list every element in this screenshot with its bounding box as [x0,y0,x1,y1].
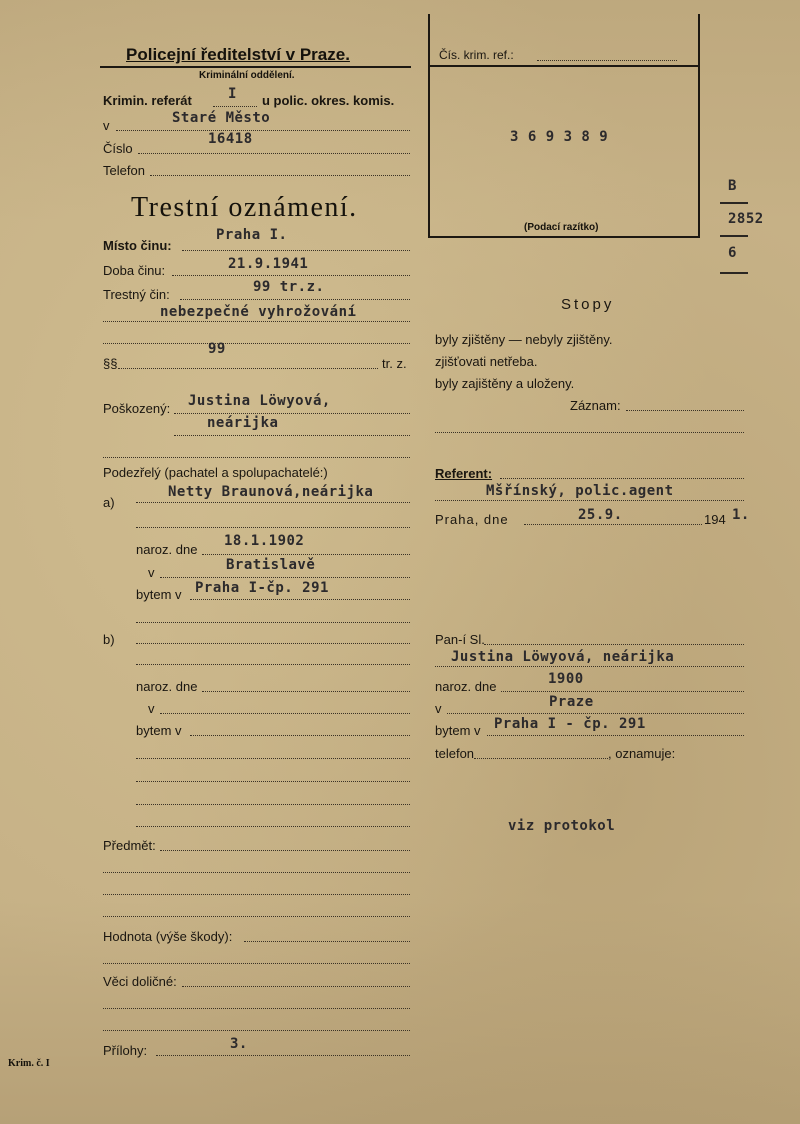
misto-label: Místo činu: [103,238,172,253]
ref-box-right-border [698,14,700,238]
reporter-naroz: 1900 [548,671,584,687]
prilohy-line [156,1055,410,1056]
trestny-desc-line [103,321,410,322]
reporter-naroz-label: naroz. dne [435,679,497,694]
suspect-a-blank-line [136,622,410,623]
suspect-b-v-line [160,713,410,714]
misto-line [182,250,410,251]
district-line [116,130,410,131]
referent-label: Referent: [435,466,493,481]
referat-number: I [228,86,237,102]
referent-line-1 [500,478,744,479]
margin-rule-1 [720,202,748,204]
zaznam-line [626,410,744,411]
department-heading: Kriminální oddělení. [199,70,295,81]
trestny-label: Trestný čin: [103,287,170,302]
reporter-bytem-label: bytem v [435,723,481,738]
victim-label: Poškozený: [103,401,171,416]
veci-line-3 [103,1030,410,1031]
referent-line-2 [435,500,744,501]
suspect-b-blank-4 [136,826,410,827]
suspect-b-naroz-label: naroz. dne [136,679,198,694]
reporter-bytem-line [487,735,744,736]
suspect-b-blank-2 [136,781,410,782]
authority-heading: Policejní ředitelství v Praze. [126,45,350,64]
suspect-bytem: Praha I-čp. 291 [195,580,329,596]
veci-line-2 [103,1008,410,1009]
cislo-label: Číslo [103,141,133,156]
suspect-b-bytem-line [190,735,410,736]
suspect-a-line-2 [136,527,410,528]
stopy-title: Stopy [561,296,615,313]
doba-value: 21.9.1941 [228,256,309,272]
form-title: Trestní oznámení. [131,192,358,223]
suspect-b-v-label: v [148,701,155,716]
reporter-line-1 [484,644,744,645]
cislo-line [138,153,410,154]
reporter-note: viz protokol [508,818,616,834]
suspect-b-label: b) [103,632,115,647]
suspect-v-label: v [148,565,155,580]
veci-label: Věci doličné: [103,974,177,989]
form-code: Krim. č. I [8,1058,50,1069]
margin-sub: 6 [728,245,737,261]
cislo-value: 16418 [208,131,253,147]
stopy-line-1: byly zjištěny — nebyly zjištěny. [435,332,613,347]
suspect-place: Bratislavě [226,557,316,573]
doba-line [172,275,410,276]
trestny-value: 99 tr.z. [253,279,325,295]
stopy-line-3: byly zajištěny a uloženy. [435,376,575,391]
trestny-line [180,299,410,300]
reporter-name: Justina Löwyová, neárijka [451,649,675,665]
veci-line-1 [182,986,410,987]
referat-suffix: u polic. okres. komis. [262,93,395,108]
referent-year-prefix: 194 [704,512,726,527]
reporter-label: Pan-í Sl. [435,632,485,647]
victim-line-2 [174,435,410,436]
paragraf-label: §§ [103,356,118,371]
victim-name: Justina Löwyová, [188,393,331,409]
suspect-a-line-1 [136,502,410,503]
reporter-telefon-line [474,758,608,759]
suspect-naroz: 18.1.1902 [224,533,305,549]
predmet-line-2 [103,872,410,873]
margin-rule-2 [720,235,748,237]
ref-box-label-line [537,60,677,61]
stopy-blank-line [435,432,744,433]
margin-number: 2852 [728,211,764,227]
blank-line-1 [103,343,410,344]
doba-label: Doba činu: [103,263,166,278]
referent-praha-label: Praha, dne [435,512,509,527]
reporter-v-label: v [435,701,442,716]
referent-date-line [524,524,702,525]
suspect-heading: Podezřelý (pachatel a spolupachatelé:) [103,465,328,480]
telefon-label: Telefon [103,163,145,178]
suspect-a-name: Netty Braunová,neárijka [168,484,374,500]
reporter-place: Praze [549,694,594,710]
suspect-b-line-1 [136,643,410,644]
stamp-label: (Podací razítko) [524,222,599,233]
referent-date: 25.9. [578,507,623,523]
stopy-line-2: zjišťovati netřeba. [435,354,538,369]
trz-label: tr. z. [382,356,407,371]
ref-box-bottom-border [428,236,700,238]
ref-box-label: Čís. krim. ref.: [439,48,514,62]
telefon-line [150,175,410,176]
misto-value: Praha I. [216,227,288,243]
predmet-line-3 [103,894,410,895]
ref-box-top-rule [430,65,698,67]
hodnota-line-2 [103,963,410,964]
suspect-v-line [160,577,410,578]
hodnota-label: Hodnota (výše škody): [103,929,233,944]
reporter-naroz-line [501,691,744,692]
paragraf-value: 99 [208,341,226,357]
suspect-b-line-2 [136,664,410,665]
header-rule [100,66,411,68]
trestny-desc: nebezpečné vyhrožování [160,304,357,320]
district-v-label: v [103,118,110,133]
predmet-line-4 [103,916,410,917]
predmet-line-1 [160,850,410,851]
suspect-a-label: a) [103,495,115,510]
reporter-line-2 [435,666,744,667]
prilohy-label: Přílohy: [103,1043,148,1058]
suspect-b-blank-3 [136,804,410,805]
suspect-bytem-label: bytem v [136,587,182,602]
reporter-bytem: Praha I - čp. 291 [494,716,646,732]
margin-letter: B [728,178,737,194]
hodnota-line-1 [244,941,410,942]
paragraf-line [118,368,378,369]
zaznam-label: Záznam: [570,398,621,413]
referat-label: Krimin. referát [103,93,192,108]
suspect-b-naroz-line [202,691,410,692]
margin-rule-3 [720,272,748,274]
referat-number-line [213,106,257,107]
suspect-b-blank-1 [136,758,410,759]
victim-line2: neárijka [207,415,279,431]
suspect-bytem-line [190,599,410,600]
suspect-naroz-label: naroz. dne [136,542,198,557]
victim-line-1 [174,413,410,414]
predmet-label: Předmět: [103,838,156,853]
district-value: Staré Město [172,110,271,126]
reporter-oznamuje: , oznamuje: [608,746,676,761]
victim-line-3 [103,457,410,458]
center-divider [428,14,430,238]
suspect-naroz-line [202,554,410,555]
reporter-telefon-label: telefon [435,746,475,761]
reporter-v-line [447,713,744,714]
suspect-b-bytem-label: bytem v [136,723,182,738]
referent-name: Mšřínský, polic.agent [486,483,674,499]
prilohy-value: 3. [230,1036,248,1052]
ref-box-number: 3 6 9 3 8 9 [510,129,609,145]
referent-year-digit: 1. [732,507,750,523]
